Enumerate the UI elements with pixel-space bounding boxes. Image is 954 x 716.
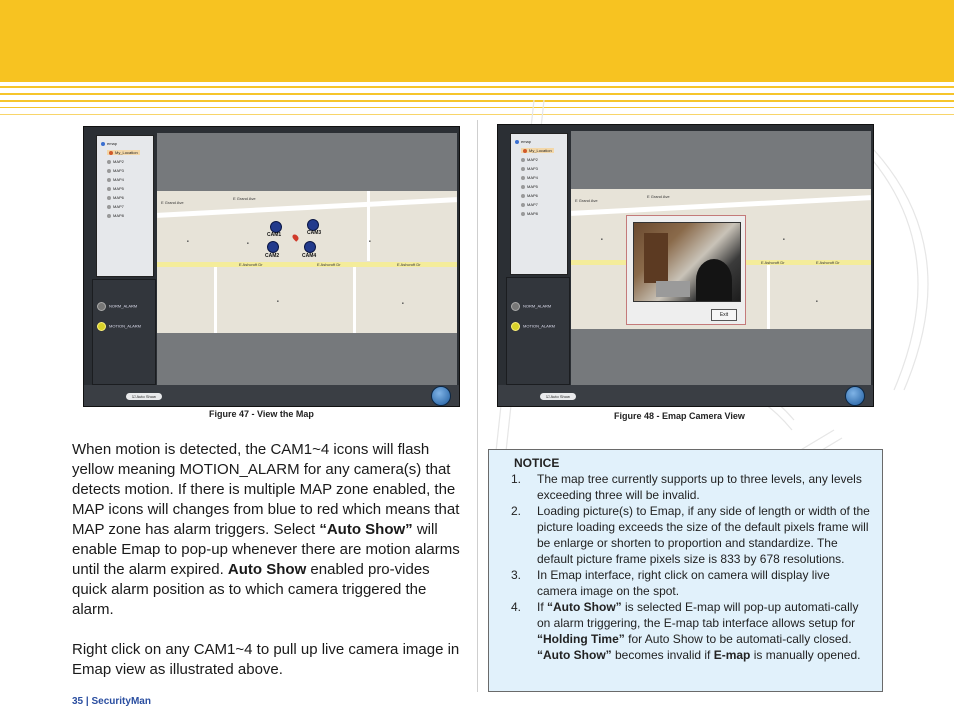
paragraph-1: When motion is detected, the CAM1~4 icons will flash yellow meaning MOTION_ALARM for any camera(s) that detects motion. If there is multiple MAP zone enabled, the MAP icons will changes from blue to red which means that MAP zone has alarm triggers. Select “Auto Show” will enable Emap to pop-up whenever there are motion alarms until the alarm expired. Auto Show enabled pro-vides quick alarm position as to which camera triggered the alarm.	[72, 441, 460, 618]
road	[214, 267, 217, 333]
tree-item-map[interactable]: MAP4	[521, 175, 538, 180]
figure-48-caption: Figure 48 - Emap Camera View	[614, 411, 745, 421]
cam4-label: CAM4	[302, 253, 317, 259]
cam1-label: CAM1	[267, 232, 282, 238]
header-stripe	[0, 86, 954, 88]
tree-item-root[interactable]: emap	[515, 139, 531, 144]
poi: ■	[402, 301, 404, 305]
tree-item-my-location[interactable]: My_Location	[521, 148, 554, 153]
notice-title: NOTICE	[514, 456, 560, 470]
notice-item: 2. Loading picture(s) to Emap, if any side of length or width of the picture loading exceeds the size of the default pixels frame will be enlarge or shorten to proportion and standardize. The default picture frame pixels size is 833 by 678 resolutions.	[511, 504, 870, 566]
poi: ■	[187, 239, 189, 243]
exit-button[interactable]: Exit	[711, 309, 737, 321]
tree-item-map[interactable]: MAP7	[107, 204, 124, 209]
map-viewport	[571, 131, 871, 385]
street-label: E Ashcroft Dr	[317, 262, 341, 267]
page-footer: 35 | SecurityMan	[72, 696, 151, 707]
map-viewport	[157, 133, 457, 385]
norm-alarm-icon	[97, 302, 106, 311]
refresh-icon[interactable]	[431, 386, 451, 406]
body-text	[72, 440, 467, 700]
street-label: E Ashcroft Dr	[816, 260, 840, 265]
figure-47-caption: Figure 47 - View the Map	[209, 409, 314, 419]
street-label: E Grand Ave	[575, 198, 598, 203]
bottom-toolbar	[498, 385, 874, 407]
map-tree-panel	[510, 133, 568, 275]
map-tree-panel	[96, 135, 154, 277]
cam2-icon[interactable]	[267, 241, 279, 253]
cam4-icon[interactable]	[304, 241, 316, 253]
road	[571, 195, 871, 216]
tree-item-root[interactable]: emap	[101, 141, 117, 146]
figure-48-screenshot	[497, 124, 874, 407]
tree-item-map[interactable]: MAP2	[521, 157, 538, 162]
road	[157, 197, 457, 218]
alarm-legend-panel	[92, 279, 156, 385]
street-label: E Ashcroft Dr	[397, 262, 421, 267]
notice-box	[488, 449, 883, 692]
tree-item-map[interactable]: MAP5	[107, 186, 124, 191]
road	[767, 265, 770, 329]
street-label: E Grand Ave	[233, 196, 256, 201]
street-label: E Grand Ave	[647, 194, 670, 199]
motion-alarm-legend: MOTION_ALARM	[97, 322, 141, 331]
norm-alarm-legend: NORM_ALARM	[511, 302, 551, 311]
poi: ■	[369, 239, 371, 243]
street-label: E Grand Ave	[161, 200, 184, 205]
tree-item-map[interactable]: MAP2	[107, 159, 124, 164]
tree-item-map[interactable]: MAP5	[521, 184, 538, 189]
motion-alarm-legend: MOTION_ALARM	[511, 322, 555, 331]
auto-show-checkbox[interactable]: ☑ Auto Show	[126, 393, 162, 400]
tree-item-map[interactable]: MAP6	[521, 193, 538, 198]
tree-item-map[interactable]: MAP7	[521, 202, 538, 207]
notice-item: 1. The map tree currently supports up to three levels, any levels exceeding three will be invalid.	[511, 472, 862, 502]
road	[367, 191, 370, 261]
norm-alarm-icon	[511, 302, 520, 311]
tree-item-map[interactable]: MAP4	[107, 177, 124, 182]
notice-item: 4. If “Auto Show” is selected E-map will pop-up automati-cally on alarm triggering, the E-map tab interface allows setup for “Holding Time” for Auto Show to be automati-cally closed. “Auto Show” becomes invalid if E-map is manually opened.	[511, 600, 861, 662]
road	[353, 267, 356, 333]
cam3-label: CAM3	[307, 230, 322, 236]
bottom-toolbar	[84, 385, 460, 407]
header-band	[0, 0, 954, 82]
column-divider	[477, 120, 478, 692]
tree-item-map[interactable]: MAP3	[521, 166, 538, 171]
cam2-label: CAM2	[265, 253, 280, 259]
street-label: E Ashcroft Dr	[239, 262, 263, 267]
poi: ■	[601, 237, 603, 241]
notice-list	[513, 471, 872, 663]
map-image[interactable]	[157, 191, 457, 333]
tree-item-map[interactable]: MAP6	[107, 195, 124, 200]
poi: ■	[277, 299, 279, 303]
poi: ■	[816, 299, 818, 303]
motion-alarm-icon	[511, 322, 520, 331]
tree-item-map[interactable]: MAP8	[521, 211, 538, 216]
motion-alarm-icon	[97, 322, 106, 331]
poi: ■	[783, 237, 785, 241]
alarm-legend-panel	[506, 277, 570, 385]
notice-item: 3. In Emap interface, right click on camera will display live camera image on the spot.	[511, 568, 830, 598]
location-pin-icon	[291, 233, 299, 241]
camera-view-popup	[626, 215, 746, 325]
refresh-icon[interactable]	[845, 386, 865, 406]
live-camera-image	[633, 222, 741, 302]
street-label: E Ashcroft Dr	[761, 260, 785, 265]
tree-item-map[interactable]: MAP3	[107, 168, 124, 173]
tree-item-my-location[interactable]: My_Location	[107, 150, 140, 155]
paragraph-2: Right click on any CAM1~4 to pull up live camera image in Emap view as illustrated above.	[72, 641, 460, 678]
norm-alarm-legend: NORM_ALARM	[97, 302, 137, 311]
tree-item-map[interactable]: MAP8	[107, 213, 124, 218]
auto-show-checkbox[interactable]: ☑ Auto Show	[540, 393, 576, 400]
poi: ■	[247, 241, 249, 245]
figure-47-screenshot	[83, 126, 460, 407]
